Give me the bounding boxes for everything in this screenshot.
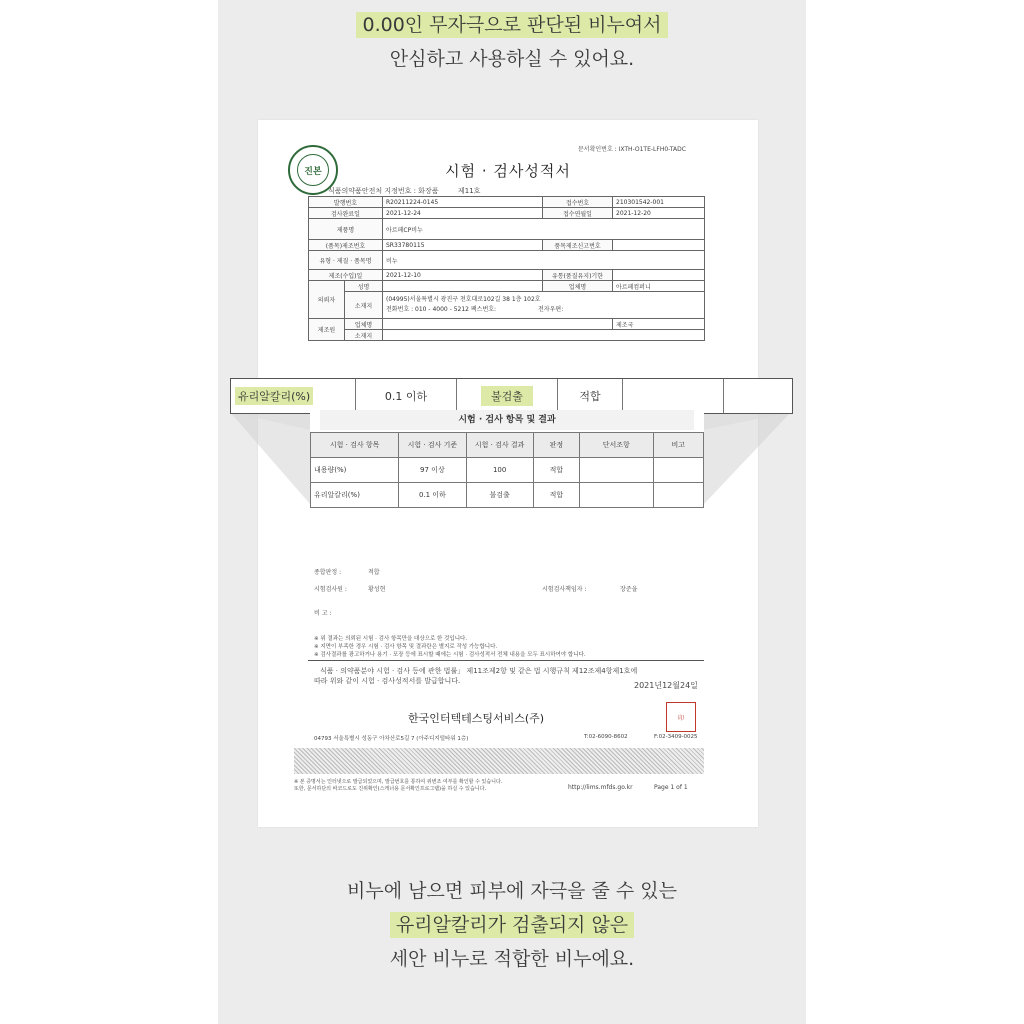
law-text-1: 식품 · 의약품분야 시험 · 검사 등에 관한 법률」 제11조제2항 및 같은 법 시행규칙 제12조제4항제1호에: [320, 667, 638, 675]
org-tel: T:02-6090-8602: [584, 734, 628, 740]
highlighted-result-row: [230, 378, 793, 414]
hl-judgement: 적합: [558, 379, 623, 413]
table-row: 내용량(%) 97 이상 100 적합: [311, 458, 704, 483]
footer-1: ※ 본 증명서는 인터넷으로 발급되었으며, 발급번호를 통하여 위변조 여부를 확인할 수 있습니다.: [294, 779, 503, 785]
hl-item: 유리알칼리(%): [235, 387, 313, 405]
results-table: [310, 432, 704, 508]
footer-2: 또한, 문서하단의 바코드로도 진위확인(스캐너용 문서확인프로그램)을 하실 수 있습니다.: [294, 786, 487, 792]
org-address: 04793 서울특별시 성동구 아차산로5길 7 (아주디지털타워 1층): [314, 736, 469, 742]
document-title: 시험 · 검사성적서: [445, 162, 571, 180]
results-header-row: 시험 · 검사 항목 시험 · 검사 기준 시험 · 검사 결과 판정 단서조항 비고: [311, 433, 704, 458]
hl-standard: 0.1 이하: [356, 379, 457, 413]
results-title: 시험 · 검사 항목 및 결과: [320, 410, 694, 430]
headline-2: 안심하고 사용하실 수 있어요.: [389, 48, 635, 70]
issuer-number: 제11호: [458, 187, 481, 195]
note-2: ※ 지면이 부족한 경우 시험 · 검사 항목 및 결과란은 별지로 작성 가능합니다.: [314, 644, 498, 650]
footer-page: Page 1 of 1: [654, 784, 688, 791]
issuer-line: 식품의약품안전처 지정번호 : 화장품: [328, 187, 439, 195]
remark-label: 비 고 :: [314, 610, 332, 617]
manager-label: 시험검사책임자 :: [542, 586, 587, 593]
org-fax: F:02-3409-0025: [654, 734, 698, 740]
overall-value: 적합: [368, 569, 380, 576]
table-row: 유리알칼리(%) 0.1 이하 불검출 적합: [311, 483, 704, 508]
law-text-2: 따라 위와 같이 시험 · 검사성적서를 발급합니다.: [314, 677, 461, 685]
hl-blank-1: [623, 379, 724, 413]
doc-confirm-number: 문서확인번호 : IXTH-O1TE-LFH0-TADC: [578, 146, 686, 153]
bottom-line-3: 세안 비누로 적합한 비누에요.: [389, 948, 635, 970]
note-3: ※ 검사결과를 광고하거나 용기 · 포장 등에 표시할 때에는 시험 · 검사성적서 전체 내용을 모두 표시하여야 합니다.: [314, 652, 586, 658]
bottom-line-1: 비누에 남으면 피부에 자극을 줄 수 있는: [347, 880, 677, 902]
note-1: ※ 위 결과는 의뢰된 시험 · 검사 항목만을 대상으로 한 것입니다.: [314, 636, 468, 642]
hl-blank-2: [724, 379, 792, 413]
authentic-stamp: 진본: [288, 145, 338, 195]
issue-date: 2021년12월24일: [634, 681, 698, 690]
headline-highlight: 0.00인 무자극으로 판단된 비누여서: [356, 12, 667, 38]
overall-label: 종합판정 :: [314, 569, 342, 576]
manager-value: 장준을: [620, 586, 638, 593]
tester-label: 시험검사원 :: [314, 586, 347, 593]
hl-result: 불검출: [481, 386, 533, 406]
organization-seal: 印: [666, 702, 696, 732]
tester-value: 황성현: [368, 586, 386, 593]
info-table: 발행번호 R20211224-0145 접수번호 210301542-001 검사완료일 2021-12-24 접수연월일 2021-12-20 제품명 아르페CP비누 (품목)제조번호 SR33780115 품목제조신고번호 유형 · 제질 · 품목명 비누 제조(수입)일 2021-12-10 유통(품질유지)기한 의뢰자 성명 업체명 아르페컴퍼니 소재지 (04995)서울특별시 광진구 천호대로102길 38 1층 102호 전화번호 : 010 - 4000 - 5212 팩스번호: 전자우편: 제조원 업체명 제조국 소재지: [308, 196, 705, 341]
bottom-line-2: 유리알칼리가 검출되지 않은: [218, 910, 806, 937]
footer-url: http://lims.mfds.go.kr: [568, 784, 633, 791]
organization-name: 한국인터텍테스팅서비스(주): [408, 712, 545, 725]
